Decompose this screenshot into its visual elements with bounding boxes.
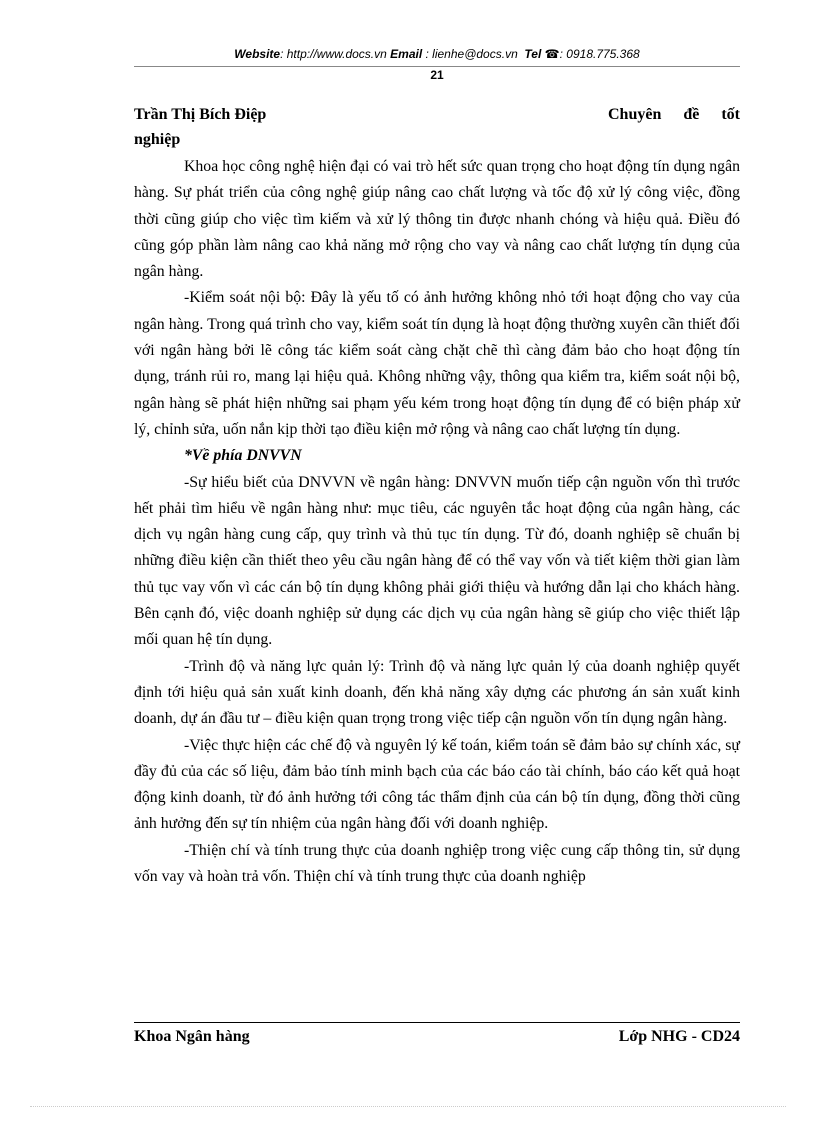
phone-icon: ☎ [544,47,560,61]
email-label: Email [390,47,423,61]
document-title-continued: nghiệp [134,131,181,148]
footer-class: Lớp NHG - CD24 [618,1028,740,1045]
tel-label: Tel [524,47,542,61]
website-contact-bar [134,47,740,61]
paragraph: -Việc thực hiện các chế độ và nguyên lý kế toán, kiểm toán sẽ đảm bảo sự chính xác, sự đầy đủ của các số liệu, đảm bảo tính minh bạch của các báo cáo tài chính, báo cáo kết quả hoạt động kinh doanh, từ đó ảnh hưởng tới công tác thẩm định của cán bộ tín dụng, đồng thời cũng ảnh hưởng đến sự tín nhiệm của ngân hàng đối với doanh nghiệp. [134,736,740,833]
paragraph: Khoa học công nghệ hiện đại có vai trò hết sức quan trọng cho hoạt động tín dụng ngân hàng. Sự phát triển của công nghệ giúp nâng cao chất lượng và tốc độ xử lý công việc, đồng thời cũng giúp cho việc tìm kiếm và xử lý thông tin được nhanh chóng và hiệu quả. Điều đó cũng góp phần làm nâng cao khả năng mở rộng cho vay và nâng cao chất lượng tín dụng của ngân hàng. [134,158,740,281]
page-number: 21 [430,68,444,82]
top-divider [134,66,740,67]
paragraph: -Thiện chí và tính trung thực của doanh nghiệp trong việc cung cấp thông tin, sử dụng vốn vay và hoàn trả vốn. Thiện chí và tính trung thực của doanh nghiệp [134,841,740,886]
document-body [134,154,740,890]
paragraph: -Kiểm soát nội bộ: Đây là yếu tố có ảnh hưởng không nhỏ tới hoạt động cho vay của ngân hàng. Trong quá trình cho vay, kiểm soát tín dụng là hoạt động thường xuyên cần thiết đối với ngân hàng bởi lẽ công tác kiểm soát càng chặt chẽ thì càng đảm bảo cho hoạt động tín dụng, tránh rủi ro, mang lại hiệu quả. Không những vậy, thông qua kiểm tra, kiểm soát nội bộ, ngân hàng sẽ phát hiện những sai phạm yếu kém trong hoạt động tín dụng để có biện pháp xử lý, chỉnh sửa, uốn nắn kịp thời tạo điều kiện mở rộng và nâng cao chất lượng tín dụng. [134,289,740,438]
footer-divider [134,1022,740,1023]
tel-number: : 0918.775.368 [559,47,640,61]
website-url[interactable]: : http://www.docs.vn [280,47,387,61]
email-address[interactable]: : lienhe@docs.vn [422,47,518,61]
paragraph: -Sự hiểu biết của DNVVN về ngân hàng: DNVVN muốn tiếp cận nguồn vốn thì trước hết phải tìm hiểu về ngân hàng như: mục tiêu, các nguyên tắc hoạt động của ngân hàng, các dịch vụ ngân hàng cung cấp, quy trình và thủ tục tín dụng. Từ đó, doanh nghiệp sẽ chuẩn bị những điều kiện cần thiết theo yêu cầu ngân hàng để có thể vay vốn và tiết kiệm thời gian làm thủ tục vay vốn vì các cán bộ tín dụng không phải giới thiệu và hướng dẫn lại cho khách hàng. Bên cạnh đó, việc doanh nghiệp sử dụng các dịch vụ của ngân hàng sẽ giúp cho việc thiết lập mối quan hệ tín dụng. [134,473,740,649]
website-label: Website [234,47,281,61]
footer-department: Khoa Ngân hàng [134,1028,250,1045]
document-title: Chuyên đề tốt [608,106,740,123]
paragraph: -Trình độ và năng lực quản lý: Trình độ và năng lực quản lý của doanh nghiệp quyết định tới hiệu quả sản xuất kinh doanh, đến khả năng xây dựng các phương án sản xuất kinh doanh, dự án đầu tư – điều kiện quan trọng trong việc tiếp cận nguồn vốn tín dụng ngân hàng. [134,657,740,728]
author-name: Trần Thị Bích Điệp [134,106,267,123]
page-edge-guide [30,1106,786,1107]
section-heading: *Về phía DNVVN [184,447,302,465]
